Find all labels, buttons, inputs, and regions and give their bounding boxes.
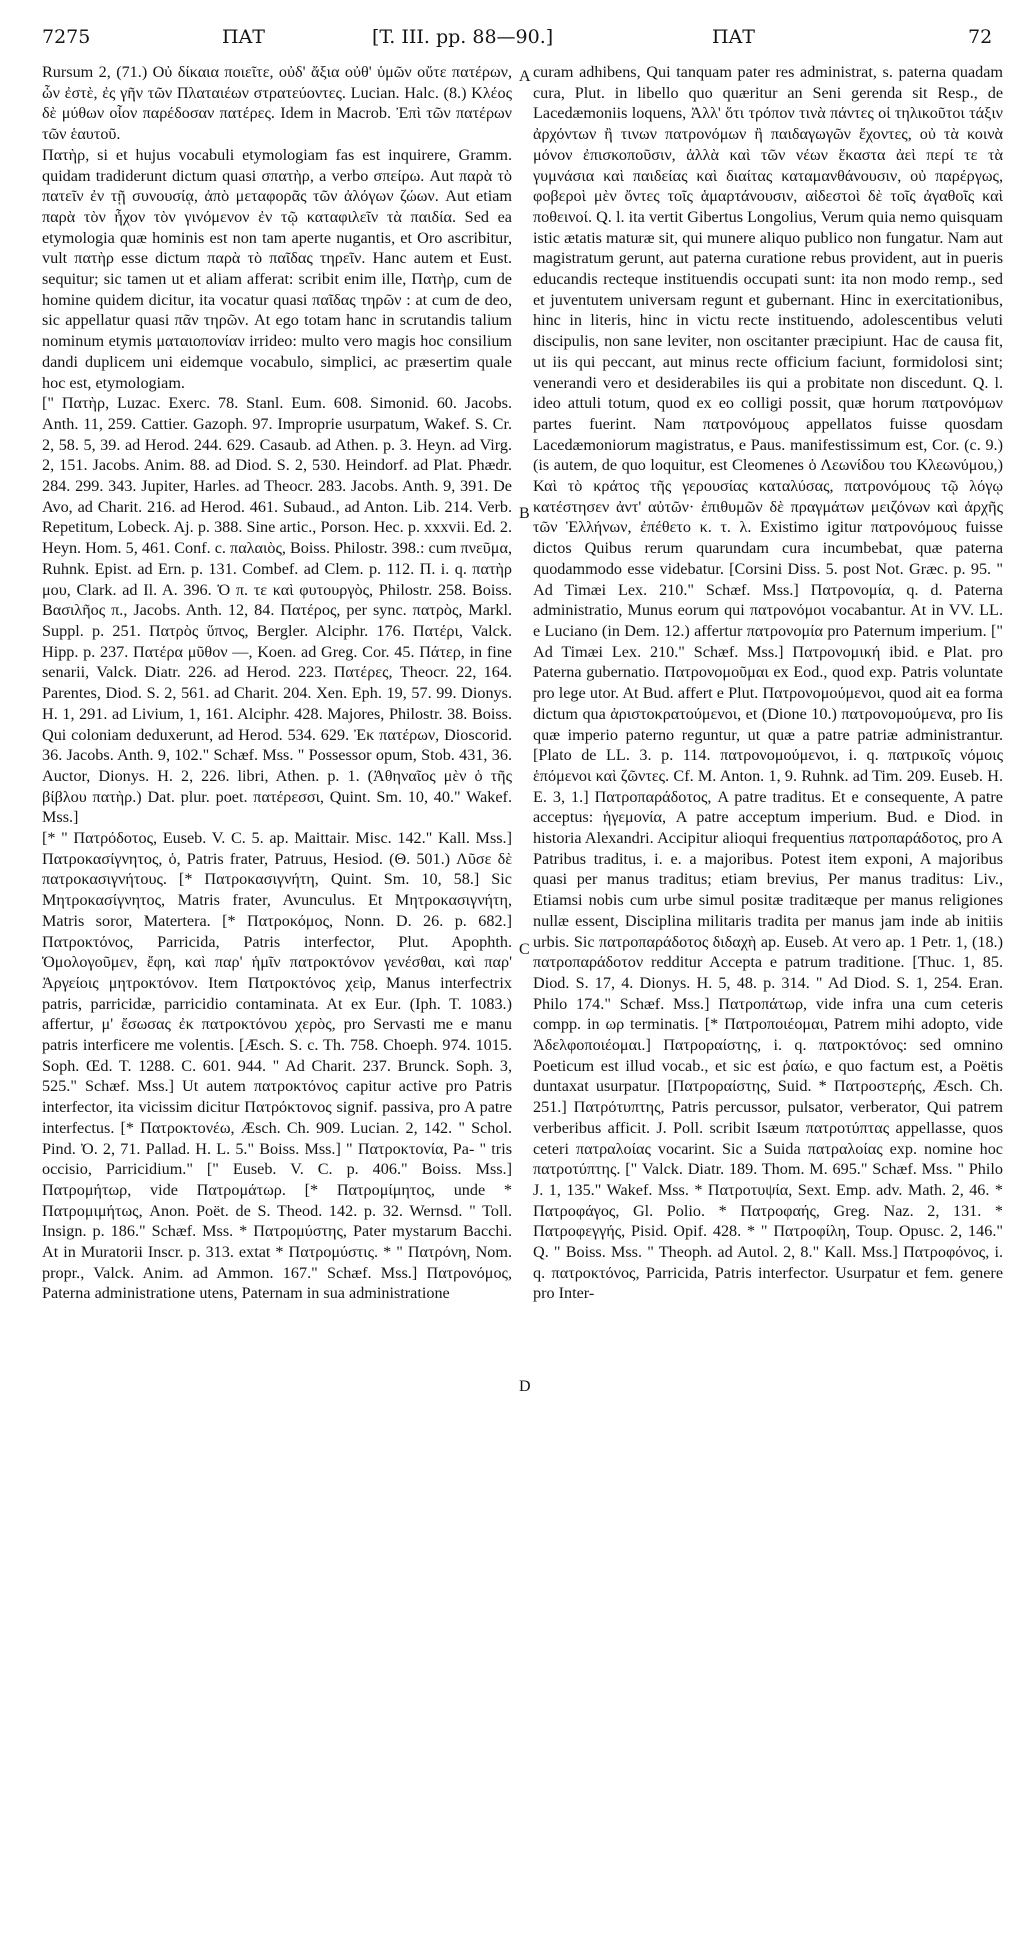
margin-letter-d: D (519, 1378, 531, 1395)
right-column (533, 62, 1003, 1932)
margin-letter-c: C (519, 941, 530, 958)
margin-letter-a: A (519, 68, 531, 85)
paragraph: [* " Πατρόδοτος, Euseb. V. C. 5. ap. Maittair. Misc. 142." Kall. Mss.] Πατροκασίγνητος, ὁ, Patris frater, Patruus, Hesiod. (Θ. 501.) Λῦσε δὲ πατροκασιγνήτους. [* Πατροκασιγνήτη, Quint. Sm. 10, 58.] Sic Μητροκασίγνητος, Matris frater, Avunculus. Et Μητροκασιγνήτη, Matris soror, Matertera. [* Πατροκόμος, Nonn. D. 26. p. 682.] Πατροκτόνος, Parricida, Patris interfector, Plut. Apophth. Ὁμολογοῦμεν, ἔφη, καὶ παρ' ἡμῖν πατροκτόνον γενέσθαι, καὶ παρ' Ἀργείοις μητροκτόνον. Item Πατροκτόνος χεὶρ, Manus interfectrix patris, parricidæ, parricidio contaminata. At ex Eur. (Iph. T. 1083.) affertur, μ' ἔσωσας ἐκ πατροκτόνου χερὸς, pro Servasti me e manu patris interficere me volentis. [Æsch. S. c. Th. 758. Choeph. 974. 1015. Soph. Œd. T. 1288. C. 601. 944. " Ad Charit. 237. Brunck. Soph. 3, 525." Schæf. Mss.] Ut autem πατροκτόνος capitur active pro Patris interfector, ita vicissim dicitur Πατρόκτονος signif. passiva, pro A patre interfectus. [* Πατροκτονέω, Æsch. Ch. 909. Lucian. 2, 142. " Schol. Pind. Ὀ. 2, 71. Pallad. H. L. 5." Boiss. Mss.] " Πατροκτονία, Pa- " tris occisio, Parricidium." [" Euseb. V. C. p. 406." Boiss. Mss.] Πατρομήτωρ, vide Πατρομάτωρ. [* Πατρομίμητος, unde * Πατρομιμήτως, Anon. Poët. de S. Theod. 142. p. 32. Wernsd. " Toll. Insign. p. 186." Schæf. Mss. * Πατρομύστης, Pater mystarum Bacchi. At in Muratorii Inscr. p. 313. extat * Πατρομύστις. * " Πατρόνη, Nom. propr., Valck. Anim. ad Ammon. 167." Schæf. Mss.] Πατρονόμος, Paterna administratione utens, Paternam in sua administratione (42, 829, 512, 1303)
running-head-right: ΠΑΤ (712, 26, 755, 48)
paragraph: Πατὴρ, si et hujus vocabuli etymologiam fas est inquirere, Gramm. quidam tradiderunt dictum quasi σπατὴρ, a verbo σπείρω. Aut παρὰ τὸ πατεῖν ἐν τῇ συνουσίᾳ, ἀπὸ μεταφορᾶς τῶν ἀλόγων ζώων. Aut etiam παρὰ τὸν ἦχον τὸν γινόμενον ἐν τῷ καταφιλεῖν τὰ παιδία. Sed ea etymologia quæ hominis est non tam aperte nugantis, et Oro ascribitur, vult πατὴρ esse dictum παρὰ τὸ παῖδας τηρεῖν. Hanc autem et Eust. sequitur; sic tamen ut et aliam afferat: scribit enim ille, Πατὴρ, cum de homine quidem dicitur, ita vocatur quasi παῖδας τηρῶν : at cum de deo, sic appellatur quasi πᾶν τηρῶν. At ego totam hanc in scrutandis talium nominum etymis ματαιοπονίαν irrideo: multo vero magis hoc consilium dandi duplicem uni eidemque vocabulo, simplici, ac præsertim quale hoc est, etymologiam. (42, 145, 512, 392)
paragraph: Rursum 2, (71.) Οὐ δίκαια ποιεῖτε, οὐδ' ἄξια οὐθ' ὑμῶν οὔτε πατέρων, ὧν ἐστὲ, ἐς γῆν τῶν Πλαταιέων στρατεύοντες. Lucian. Halc. (8.) Κλέος δὲ μύθων οἷον παρέδοσαν πατέρες. Idem in Macrob. Ἐπὶ τῶν πατέρων τῶν ἑαυτοῦ. (42, 63, 512, 144)
paragraph: [" Πατὴρ, Luzac. Exerc. 78. Stanl. Eum. 608. Simonid. 60. Jacobs. Anth. 11, 259. Cattier. Gazoph. 97. Improprie usurpatum, Wakef. S. Cr. 2, 58. 5, 39. ad Herod. 244. 629. Casaub. ad Athen. p. 3. Heyn. ad Virg. 2, 151. Jacobs. Anim. 88. ad Diod. S. 2, 530. Heindorf. ad Plat. Phædr. 284. 299. 343. Jupiter, Harles. ad Theocr. 283. Jacobs. Anth. 9, 391. De Avo, ad Charit. 216. ad Herod. 461. Subaud., ad Anton. Lib. 214. Verb. Repetitum, Lobeck. Aj. p. 388. Sine artic., Porson. Hec. p. xxxvii. Ed. 2. Heyn. Hom. 5, 461. Conf. c. παλαιὸς, Boiss. Philostr. 398.: cum πνεῦμα, Ruhnk. Epist. ad Ern. p. 131. Combef. ad Clem. p. 112. Π. i. q. πατὴρ μου, Clark. ad Il. A. 396. Ὁ π. τε καὶ φυτουργὸς, Philostr. 258. Boiss. Βασιλῆος π., Jacobs. Anth. 12, 84. Πατέρος, per sync. πατρὸς, Markl. Suppl. p. 251. Πατρὸς ὕπνος, Bergler. Alciphr. 176. Πατέρι, Valck. Hipp. p. 237. Πατέρα μῦθον —, Koen. ad Greg. Cor. 45. Πάτερ, in fine senarii, Valck. Diatr. 226. ad Herod. 223. Πατέρες, Theocr. 22, 164. Parentes, Diod. S. 2, 561. ad Charit. 204. Xen. Eph. 19, 57. 99. Dionys. H. 1, 291. ad Livium, 1, 161. Alciphr. 428. Majores, Philostr. 38. Boiss. Qui coloniam deduxerunt, ad Herod. 534. 629. Ἐκ πατέρων, Dioscorid. 36. Jacobs. Anth. 9, 102." Schæf. Mss. " Possessor opum, Stob. 431, 36. Auctor, Dionys. H. 2, 226. libri, Athen. p. 1. (Ἀθηναῖος μὲν ὁ τῆς βίβλου πατὴρ.) Dat. plur. poet. πατέρεσσι, Quint. Sm. 10, 40." Wakef. Mss.] (42, 394, 512, 827)
page-number-right: 72 (968, 26, 993, 48)
page-header (0, 0, 1024, 60)
page-number-left: 7275 (42, 26, 91, 48)
volume-reference: [T. III. pp. 88—90.] (372, 26, 554, 48)
paragraph: curam adhibens, Qui tanquam pater res administrat, s. paterna quadam cura, Plut. in libello quo quæritur an Seni gerenda sit Resp., de Lacedæmoniis loquens, Ἀλλ' ὅτι τρόπον τινὰ πάντες οἱ τηλικοῦτοι τάξιν ἀρχόντων ἢ τινων πατρονόμων ἢ παιδαγωγῶν ἔχοντες, οὐ τὰ κοινὰ μόνον ἐπισκοποῦσιν, ἀλλὰ καὶ τῶν νέων ἕκαστα ἀεὶ περί τε τὰ γυμνάσια καὶ παιδείας καὶ διαίτας καταμανθάνουσιν, οὐ παρέργως, φοβεροὶ μὲν ὄντες τοῖς ἁμαρτάνουσιν, αἰδεστοὶ δὲ τοῖς ἀγαθοῖς καὶ ποθεινοί. Q. l. ita vertit Gibertus Longolius, Verum quia nemo quisquam istic ætatis maturæ sit, qui munere aliquo publico non fungatur. Nam aut magistratum gerunt, aut paterna curatione rebus provident, aut in pueris educandis recteque instituendis occupati sunt: ita non modo remp., sed et juventutem universam regunt et gubernant. Hinc in exercitationibus, hinc in literis, hinc in victu recte instituendo, adolescentibus veluti discipulis, non sane leviter, non oscitanter præcipiunt. Hac de causa fit, ut iis qui peccant, aut minus recte officium faciunt, formidolosi sint; venerandi vero et desiderabiles iis qui a probitate non discedunt. Q. l. ideo attuli totum, quod ex eo colligi possit, quæ horum πατρονόμων partes fuerint. Nam πατρονόμους appellatos fuisse quosdam Lacedæmoniorum magistratus, e Paus. manifestissimum est, Cor. (c. 9.) (is autem, de quo loquitur, est Cleomenes ὁ Λεωνίδου του Κλεωνύμου,) Καὶ τὸ κράτος τῆς γερουσίας καταλύσας, πατρονόμους τῷ λόγῳ κατέστησεν ἀντ' αὐτῶν· ἐπιθυμῶν δὲ πραγμάτων μειζόνων καὶ ἀρχῆς τῶν Ἑλλήνων, ἐπέθετο κ. τ. λ. Existimo igitur πατρονόμους fuisse dictos Quibus rerum quarundam cura incumbebat, quæ paterna quodammodo esse videbatur. [Corsini Diss. 5. post Not. Græc. p. 95. " Ad Timæi Lex. 210." Schæf. Mss.] Πατρονομία, q. d. Paterna administratio, Munus eorum qui πατρονόμοι vocabantur. At in VV. LL. e Luciano (in Dem. 12.) affertur πατρονομία pro Paternum imperium. [" Ad Timæi Lex. 210." Schæf. Mss.] Πατρονομική ibid. e Plat. pro Paterna gubernatio. Πατρονομοῦμαι ex Eod., quod exp. Patris voluntate pro lege utor. At Bud. affert e Plut. Πατρονομούμενοι, quod ait ea forma dictum qua ἀριστοκρατούμενοι, et (Dione 10.) πατρονομούμενα, pro Iis quæ imperio paterno reguntur, ut quæ a patre patriæ administrantur. [Plato de LL. 3. p. 114. πατρονομούμενοι, i. q. πατρικοῖς νόμοις ἑπόμενοι καὶ ζῶντες. Cf. M. Anton. 1, 9. Ruhnk. ad Tim. 209. Euseb. H. E. 3, 1.] Πατροπαράδοτος, A patre traditus. Et e consequente, A patre acceptus: ἡγεμονία, A patre acceptum imperium. Bud. e Diod. in historia Alexandri. Accipitur alioqui frequentius πατροπαράδοτος, pro A Patribus traditus, i. e. a majoribus. Potest item exponi, A majoribus quasi per manus traditus; etiam brevius, Per manus traditus: Liv., Etiamsi nobis cum urbe simul positæ traditæque per manus religiones nullæ essent, Disciplina militaris tradita per manus jam inde ab initiis urbis. Sic πατροπαράδοτος διδαχὴ ap. Euseb. At vero ap. 1 Petr. 1, (18.) πατροπαράδοτον redditur Accepta e patrum traditione. [Thuc. 1, 85. Diod. S. 17, 4. Dionys. H. 5, 48. p. 314. " Ad Diod. S. 1, 254. Eran. Philo 174." Schæf. Mss.] Πατροπάτωρ, vide infra una cum ceteris compp. in ωρ terminatis. [* Πατροποιέομαι, Patrem mihi adopto, vide Ἀδελφοποιέομαι.] Πατροραίστης, i. q. πατροκτόνος: sed omnino Poeticum est illud vocab., et sic est ῥαίω, e quo factum est, a Poëtis duntaxat usurpatur. [Πατροραίστης, Suid. * Πατροστερής, Æsch. Ch. 251.] Πατρότυπτης, Patris percussor, pulsator, verberator, Qui patrem verberibus afficit. J. Poll. scribit Isæum πατροτύπτας appellasse, quos ceteri πατραλοίας vocarint. Sic a Suida πατραλοίας exp. nomine hoc πατροτύπτης. [" Valck. Diatr. 189. Thom. M. 695." Schæf. Mss. " Philo J. 1, 135." Wakef. Mss. * Πατροτυψία, Sext. Emp. adv. Math. 2, 46. * Πατροφάγος, Gl. Polio. * Πατροφαής, Greg. Naz. 2, 131. * Πατροφεγγής, Pisid. Opif. 428. * " Πατροφίλη, Toup. Opusc. 2, 146." Q. " Boiss. Mss. " Theoph. ad Autol. 2, 8." Kall. Mss.] Πατροφόνος, i. q. πατροκτόνος, Parricida, Patris interfector. Usurpatur et fem. genere pro Inter- (533, 63, 1003, 1303)
margin-letter-b: B (519, 505, 530, 522)
running-head-left: ΠΑΤ (222, 26, 265, 48)
left-column (42, 62, 512, 1932)
